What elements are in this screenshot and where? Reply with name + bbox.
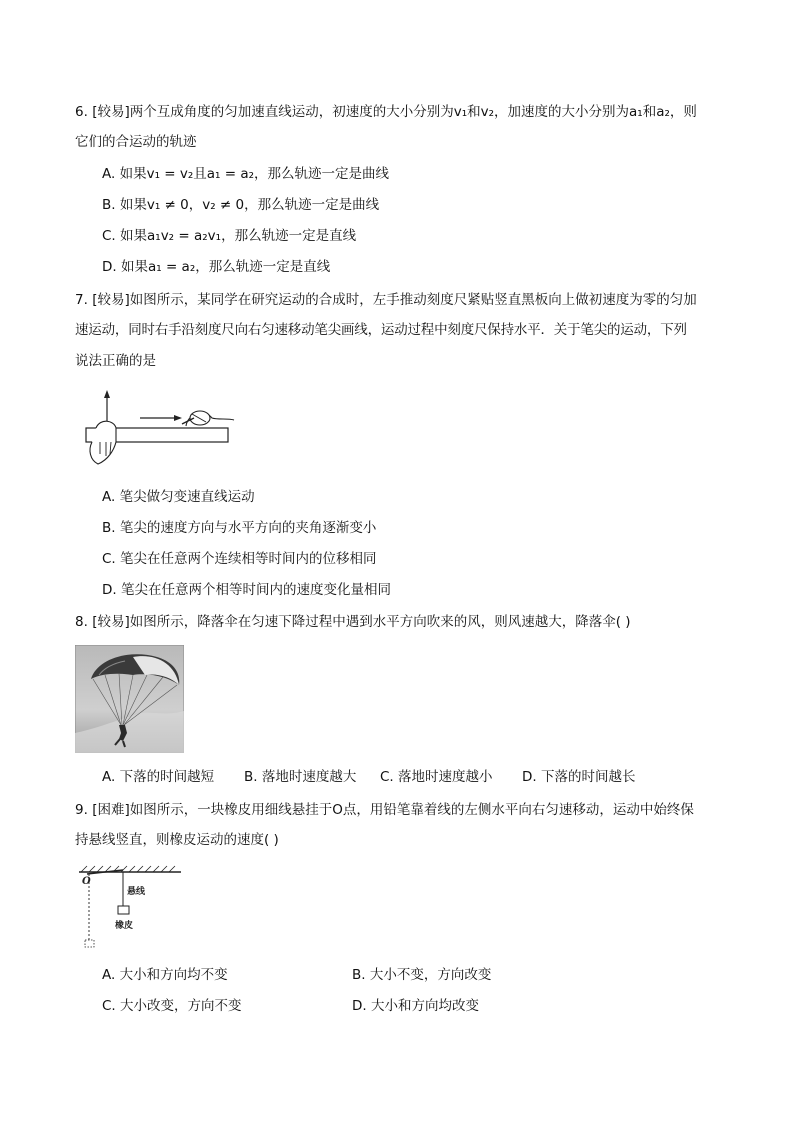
q8-option-d: D. 下落的时间越长	[522, 769, 636, 785]
q8-option-b: B. 落地时速度越大	[244, 769, 357, 785]
q6-option-b: B. 如果v₁ ≠ 0，v₂ ≠ 0，那么轨迹一定是曲线	[102, 197, 380, 213]
q7-tag: [较易]	[92, 292, 130, 308]
q6-tag: [较易]	[92, 104, 130, 120]
q9-stem-text1: 如图所示，一块橡皮用细线悬挂于O点，用铅笔靠着线的左侧水平向右匀速移动，运动中始终保	[129, 802, 694, 818]
q7-option-d: D. 笔尖在任意两个相等时间内的速度变化量相同	[102, 582, 391, 598]
q8-number: 8.	[75, 614, 88, 630]
q9-option-d: D. 大小和方向均改变	[352, 998, 479, 1014]
q7-stem-line3: 说法正确的是	[75, 353, 156, 369]
q8-tag: [较易]	[92, 614, 130, 630]
q7-option-a: A. 笔尖做匀变速直线运动	[102, 489, 255, 505]
q9-stem-line2: 持悬线竖直，则橡皮运动的速度( )	[75, 832, 279, 848]
point-o-label: O	[82, 876, 91, 887]
q7-stem-text1: 如图所示，某同学在研究运动的合成时，左手推动刻度尺紧贴竖直黑板向上做初速度为零的匀加	[129, 292, 697, 308]
q8-stem-text1: 如图所示，降落伞在匀速下降过程中遇到水平方向吹来的风，则风速越大，降落伞( )	[129, 614, 631, 630]
initial-eraser-outline	[85, 940, 94, 947]
q6-stem-text1: 两个互成角度的匀加速直线运动，初速度的大小分别为v₁和v₂，加速度的大小分别为a₁和a₂，则	[129, 104, 697, 120]
q6-number: 6.	[75, 104, 88, 120]
q7-stem-line2: 速运动，同时右手沿刻度尺向右匀速移动笔尖画线，运动过程中刻度尺保持水平．关于笔尖的运动，下列	[75, 322, 687, 338]
q7-option-c: C. 笔尖在任意两个连续相等时间内的位移相同	[102, 551, 377, 567]
q7-stem-line1	[75, 292, 697, 308]
q9-option-b: B. 大小不变，方向改变	[352, 967, 492, 983]
q6-option-d: D. 如果a₁ = a₂，那么轨迹一定是直线	[102, 259, 331, 275]
q6-option-a: A. 如果v₁ = v₂且a₁ = a₂，那么轨迹一定是曲线	[102, 166, 390, 182]
q9-option-a: A. 大小和方向均不变	[102, 967, 228, 983]
eraser-string-figure	[75, 862, 185, 954]
q9-number: 9.	[75, 802, 88, 818]
q6-option-c: C. 如果a₁v₂ = a₂v₁，那么轨迹一定是直线	[102, 228, 357, 244]
q6-stem-line2: 它们的合运动的轨迹	[75, 134, 197, 150]
q8-option-a: A. 下落的时间越短	[102, 769, 215, 785]
q6-stem-line1	[75, 104, 697, 120]
q9-option-c: C. 大小改变，方向不变	[102, 998, 242, 1014]
parachute-photo	[75, 645, 184, 753]
eraser-shape	[118, 906, 129, 914]
q9-stem-line1	[75, 802, 694, 818]
q7-number: 7.	[75, 292, 88, 308]
q8-stem-line1	[75, 614, 631, 630]
eraser-label: 橡皮	[115, 921, 134, 931]
ruler-hand-figure	[78, 388, 238, 468]
q8-option-c: C. 落地时速度越小	[380, 769, 493, 785]
q7-option-b: B. 笔尖的速度方向与水平方向的夹角逐渐变小	[102, 520, 377, 536]
q9-tag: [困难]	[92, 802, 130, 818]
string-label: 悬线	[127, 887, 146, 897]
